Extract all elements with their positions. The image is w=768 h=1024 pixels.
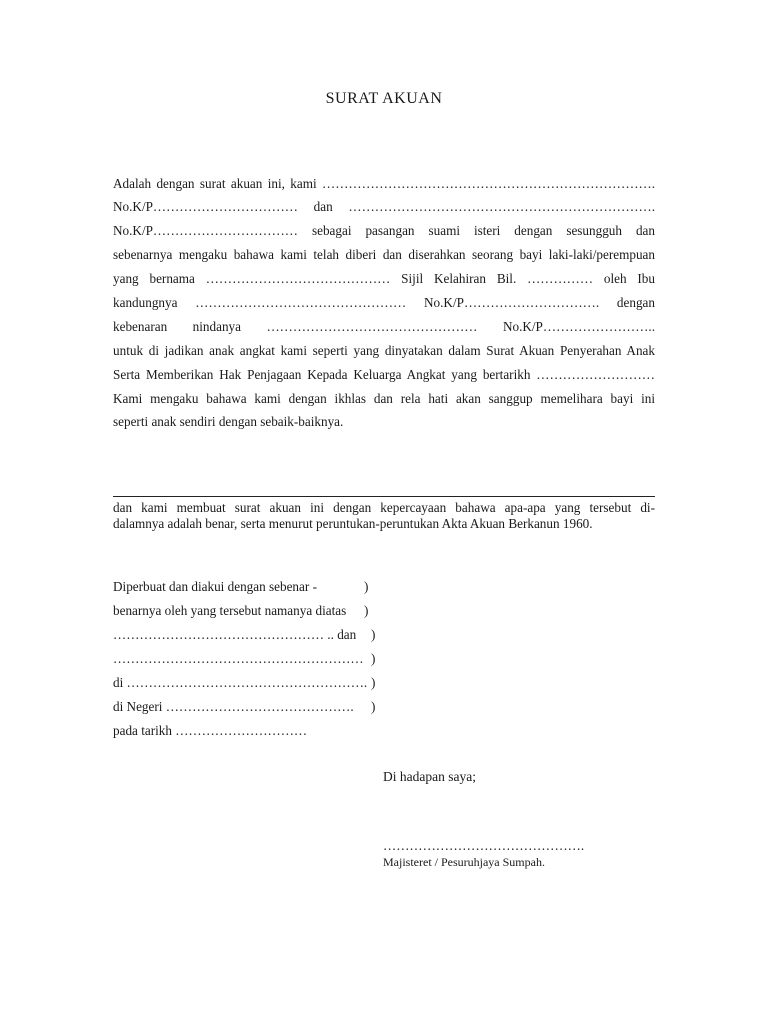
declaration-line	[113, 674, 383, 692]
body-line: Adalah dengan surat akuan ini, kami ………………………………………………………………….	[113, 176, 655, 191]
declaration-line	[113, 698, 383, 716]
statement-line: dan kami membuat surat akuan ini dengan kepercayaan bahawa apa-apa yang tersebut di-	[113, 500, 655, 515]
statement-line: dalamnya adalah benar, serta menurut peruntukan-peruntukan Akta Akuan Berkanun 1960.	[113, 516, 593, 531]
body-line: kandungnya ………………………………………… No.K/P…………………………. dengan	[113, 295, 655, 310]
bracket: )	[371, 699, 376, 714]
body-line: sebenarnya mengaku bahawa kami telah diberi dan diserahkan seorang bayi laki-laki/perempuan	[113, 247, 655, 262]
declaration-line	[113, 602, 383, 620]
body-line: Kami mengaku bahawa kami dengan ikhlas dan rela hati akan sanggup memelihara bayi ini	[113, 391, 655, 406]
declaration-text: …………………………………………………	[113, 651, 364, 666]
signature-line: ……………………………………….	[383, 838, 585, 853]
before-me-label: Di hadapan saya;	[383, 769, 476, 784]
body-line: No.K/P…………………………… dan …………………………………………………………….	[113, 199, 655, 214]
body-line: untuk di jadikan anak angkat kami seperti yang dinyatakan dalam Surat Akuan Penyerahan Anak	[113, 343, 655, 358]
bracket: )	[371, 675, 376, 690]
bracket: )	[364, 603, 369, 618]
declaration-text: ………………………………………… .. dan	[113, 627, 357, 642]
body-line: Serta Memberikan Hak Penjagaan Kepada Keluarga Angkat yang bertarikh ………………………	[113, 367, 655, 382]
declaration-text: di Negeri …………………………………….	[113, 699, 354, 714]
declaration-line	[113, 578, 383, 596]
bracket: )	[371, 627, 376, 642]
body-line: seperti anak sendiri dengan sebaik-baiknya.	[113, 414, 344, 429]
body-line: kebenaran nindanya ………………………………………… No.K/P……………………..	[113, 319, 655, 334]
declaration-text: Diperbuat dan diakui dengan sebenar -	[113, 579, 317, 594]
body-line: No.K/P…………………………… sebagai pasangan suami isteri dengan sesungguh dan	[113, 223, 655, 238]
body-line: yang bernama …………………………………… Sijil Kelahiran Bil. …………… oleh Ibu	[113, 271, 655, 286]
declaration-text: pada tarikh …………………………	[113, 723, 308, 738]
document-title: SURAT AKUAN	[325, 90, 443, 107]
separator-rule	[113, 496, 655, 497]
declaration-line	[113, 722, 383, 740]
declaration-text: di ……………………………………………….	[113, 675, 368, 690]
declaration-line	[113, 626, 383, 644]
declaration-line	[113, 650, 383, 668]
declaration-text: benarnya oleh yang tersebut namanya diatas	[113, 603, 347, 618]
bracket: )	[371, 651, 376, 666]
bracket: )	[364, 579, 369, 594]
signatory-title: Majisteret / Pesuruhjaya Sumpah.	[383, 855, 545, 869]
